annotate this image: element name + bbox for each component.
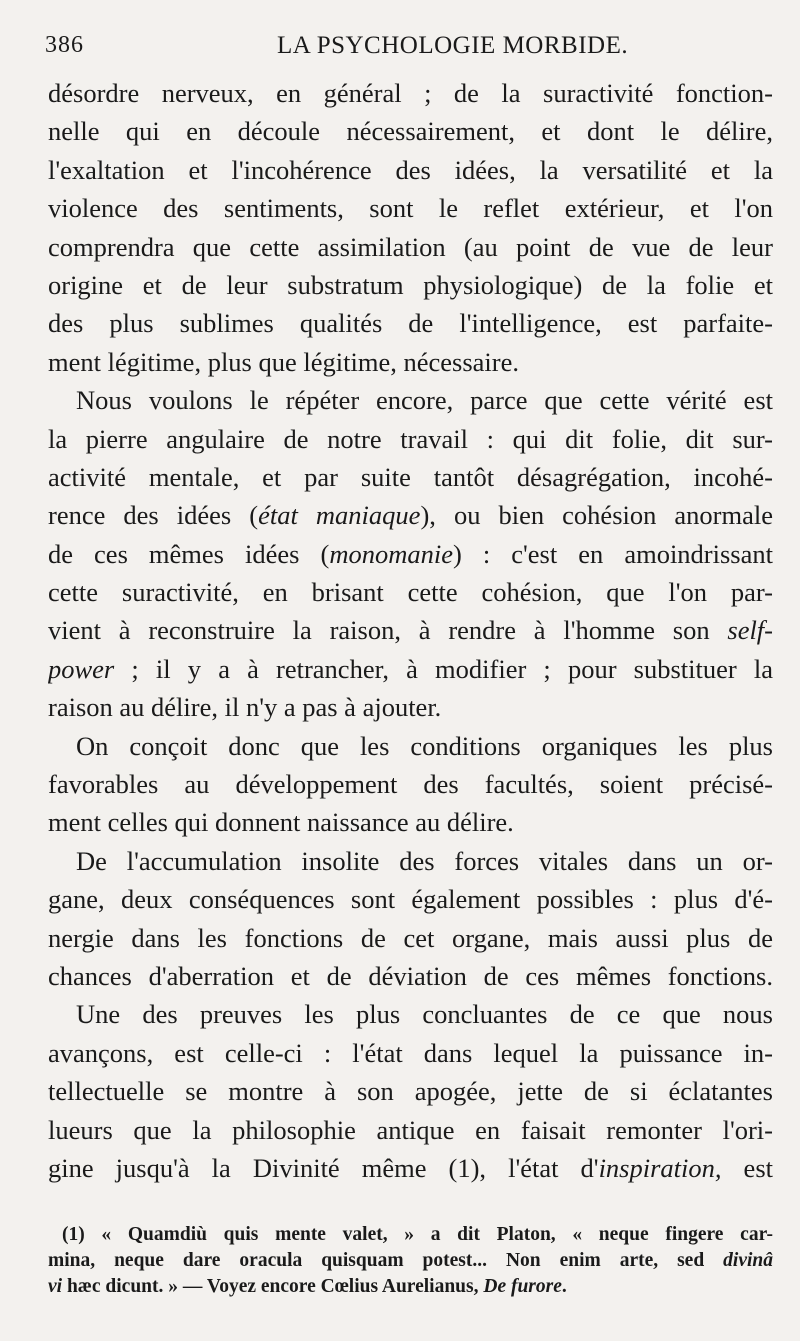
text-line: gane, deux conséquences sont également possibles : plus d'é- bbox=[48, 884, 773, 915]
text-line bbox=[48, 496, 773, 534]
italic-term: divinâ bbox=[723, 1250, 773, 1271]
text-line: l'exaltation et l'incohérence des idées, la versatilité et la bbox=[48, 154, 773, 185]
text-line: nergie dans les fonctions de cet organe, mais aussi plus de bbox=[48, 922, 773, 953]
italic-term: vi bbox=[48, 1276, 63, 1297]
text-segment: . bbox=[561, 1276, 567, 1297]
text-line: activité mentale, et par suite tantôt désagrégation, incohé- bbox=[48, 461, 773, 492]
page-header bbox=[45, 28, 770, 68]
footnote-line bbox=[48, 1274, 773, 1300]
text-segment: ; il y a à retrancher, à modifier ; pour substituer la bbox=[114, 653, 773, 684]
running-head: LA PSYCHOLOGIE MORBIDE. bbox=[277, 32, 629, 59]
text-segment: gine jusqu'à la Divinité même (1), l'état d' bbox=[48, 1152, 599, 1183]
text-line: cette suractivité, en brisant cette cohésion, que l'on par- bbox=[48, 577, 773, 608]
text-line: raison au délire, il n'y a pas à ajouter. bbox=[48, 692, 442, 723]
text-line: comprendra que cette assimilation (au point de vue de leur bbox=[48, 231, 773, 262]
text-line: chances d'aberration et de déviation de ces mêmes fonctions. bbox=[48, 960, 773, 991]
text-segment: mina, neque dare oracula quisquam potest... Non enim arte, sed bbox=[48, 1250, 724, 1271]
text-line: désordre nerveux, en général ; de la suractivité fonction- bbox=[48, 78, 773, 108]
text-line: avançons, est celle-ci : l'état dans lequel la puissance in- bbox=[48, 1037, 773, 1068]
text-segment: rence des idées ( bbox=[48, 500, 259, 531]
italic-term: self- bbox=[727, 615, 773, 646]
text-segment: hæc dicunt. » — Voyez encore Cœlius Aurelianus, bbox=[62, 1276, 484, 1297]
text-line bbox=[48, 1149, 773, 1187]
text-line bbox=[48, 535, 773, 573]
text-segment: ) : c'est en amoindrissant bbox=[453, 538, 773, 569]
text-line: la pierre angulaire de notre travail : qui dit folie, dit sur- bbox=[48, 423, 773, 454]
text-segment: ), ou bien cohésion anormale bbox=[420, 500, 773, 531]
text-line: Une des preuves les plus concluantes de ce que nous bbox=[76, 999, 773, 1030]
text-line: lueurs que la philosophie antique en faisait remonter l'ori- bbox=[48, 1114, 773, 1145]
text-line: ment celles qui donnent naissance au délire. bbox=[48, 807, 514, 838]
text-line bbox=[48, 650, 773, 688]
text-segment: est bbox=[721, 1152, 773, 1183]
italic-term: monomanie bbox=[329, 538, 453, 569]
text-line: favorables au développement des facultés, soient précisé- bbox=[48, 769, 773, 800]
text-line: ment légitime, plus que légitime, nécessaire. bbox=[48, 346, 519, 377]
text-line: De l'accumulation insolite des forces vitales dans un or- bbox=[76, 845, 773, 876]
italic-term: power bbox=[48, 653, 115, 684]
text-line: On conçoit donc que les conditions organiques les plus bbox=[76, 730, 773, 761]
italic-term: inspiration, bbox=[598, 1152, 722, 1183]
text-line: tellectuelle se montre à son apogée, jette de si éclatantes bbox=[48, 1076, 773, 1107]
text-segment: vient à reconstruire la raison, à rendre à l'homme son bbox=[48, 615, 728, 646]
text-segment: de ces mêmes idées ( bbox=[48, 538, 330, 569]
footnote-line bbox=[48, 1248, 773, 1274]
footnote bbox=[48, 1222, 773, 1300]
text-line: violence des sentiments, sont le reflet extérieur, et l'on bbox=[48, 193, 773, 224]
text-line: origine et de leur substratum physiologique) de la folie et bbox=[48, 269, 773, 300]
text-line bbox=[48, 611, 773, 649]
text-line: Nous voulons le répéter encore, parce que cette vérité est bbox=[76, 385, 773, 416]
footnote-line: (1) « Quamdiù quis mente valet, » a dit Platon, « neque fingere car- bbox=[62, 1224, 773, 1245]
body-text bbox=[48, 74, 773, 1187]
text-line: nelle qui en découle nécessairement, et dont le délire, bbox=[48, 116, 773, 147]
italic-term: De furore bbox=[483, 1276, 562, 1297]
italic-term: état maniaque bbox=[258, 500, 421, 531]
text-line: des plus sublimes qualités de l'intelligence, est parfaite- bbox=[48, 308, 773, 339]
page-number: 386 bbox=[45, 32, 84, 58]
